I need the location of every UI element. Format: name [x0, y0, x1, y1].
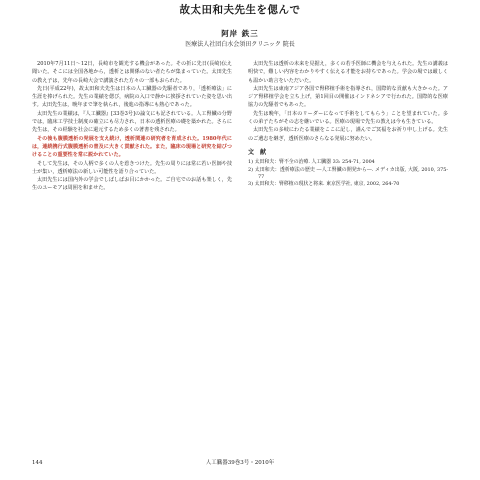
references-list — [248, 159, 448, 189]
paragraph: 先生は晩年，「日本のリーダーになって手術をしてもらう」ことを望まれていた。多くの弟子たちがその志を継いでいる。医療の現場で先生の教えは今も生きている。 — [248, 110, 448, 126]
journal-footer: 人工臓器39巻3号・2010年 — [205, 460, 275, 466]
page-number: 144 — [32, 460, 43, 466]
article-title: 故太田和夫先生を偲んで — [179, 4, 301, 16]
reference-item: 2) 太田和夫：透析療法の歴史 ―人工腎臓の開発から―. メディカ出版, 大阪, 2010, 375-77 — [248, 166, 448, 181]
author-affiliation: 医療法人社団白水会須田クリニック 院長 — [185, 41, 295, 48]
paragraph: 太田先生は透析の未来を見据え，多くの若手医師に機会を与えられた。先生の講義は明快で，難しい内容をわかりやすく伝える才能をお持ちであった。学会の場では厳しくも温かい助言をいただいた。 — [248, 61, 448, 84]
paragraph: 太田先生には国内外の学会でしばしばお目にかかった。ご自宅でのお話も楽しく，先生のユーモアは周囲を和ませた。 — [32, 177, 232, 192]
author-name: 阿岸 鉄三 — [221, 29, 259, 38]
right-column — [248, 60, 448, 189]
reference-item: 3) 太田和夫：腎移植の現状と将来. 東京医学社, 東京, 2002, 264-70 — [248, 181, 400, 188]
paragraph: 太田先生の業績は，『人工臓器』[33巻3号]の論文にも記されている。人工腎臓の分野では，臨床工学技士制度の確立にも尽力され，日本の透析医療の礎を築かれた。さらに先生は，その経験を社会に還元するため多くの著書を残された。 — [32, 110, 232, 134]
paragraph: そして先生は，その人柄で多くの人を惹きつけた。先生の周りには常に若い医師や技士が集い，透析療法の新しい可能性を語り合っていた。 — [32, 160, 232, 175]
paragraph: 先日(平成22年)，故太田和夫先生は日本の人工臓器の先駆者であり，「透析療法」に生涯を捧げられた。先生の業績を偲び，病院の入口で静かに挨拶されていた姿を思い出す。太田先生は，晩年まで筆を執られ，後進の指導にも熱心であった。 — [32, 85, 232, 109]
paragraph: 太田先生の多岐にわたる業績をここに記し，謹んでご冥福をお祈り申し上げる。先生のご遺志を継ぎ，透析医療のさらなる発展に努めたい。 — [248, 127, 448, 142]
highlighted-paragraph: その後も腹膜透析の発展を支え続け，透析関連の研究者を育成された。1980年代には，連続携行式腹膜透析の普及に大きく貢献された。また，臨床の現場と研究を結びつけることの重要性を常に説かれていた。 — [32, 135, 232, 159]
paragraph: 2010年7月11日〜12日，長崎市を観光する機会があった。その折に先日(長崎)伝え聞いた。そこには全国各地から，透析とは関係のない者たちが集まっていた。太田先生の教え子は，先年の長崎大会で講演された方々の一部もおられた。 — [32, 61, 232, 84]
paragraph: 太田先生は東南アジア各国で腎移植手術を指導され，国際的な貢献も大きかった。アジア腎移植学会を立ち上げ，第1回目の開催はインドネシアで行われた。国際的な医療協力の先駆者でもあった。 — [248, 85, 448, 109]
reference-item: 1) 太田和夫：腎不全の治療. 人工臓器 33: 254-71, 2004 — [248, 159, 375, 166]
left-column — [32, 60, 232, 193]
references-heading: 文 献 — [248, 148, 267, 156]
